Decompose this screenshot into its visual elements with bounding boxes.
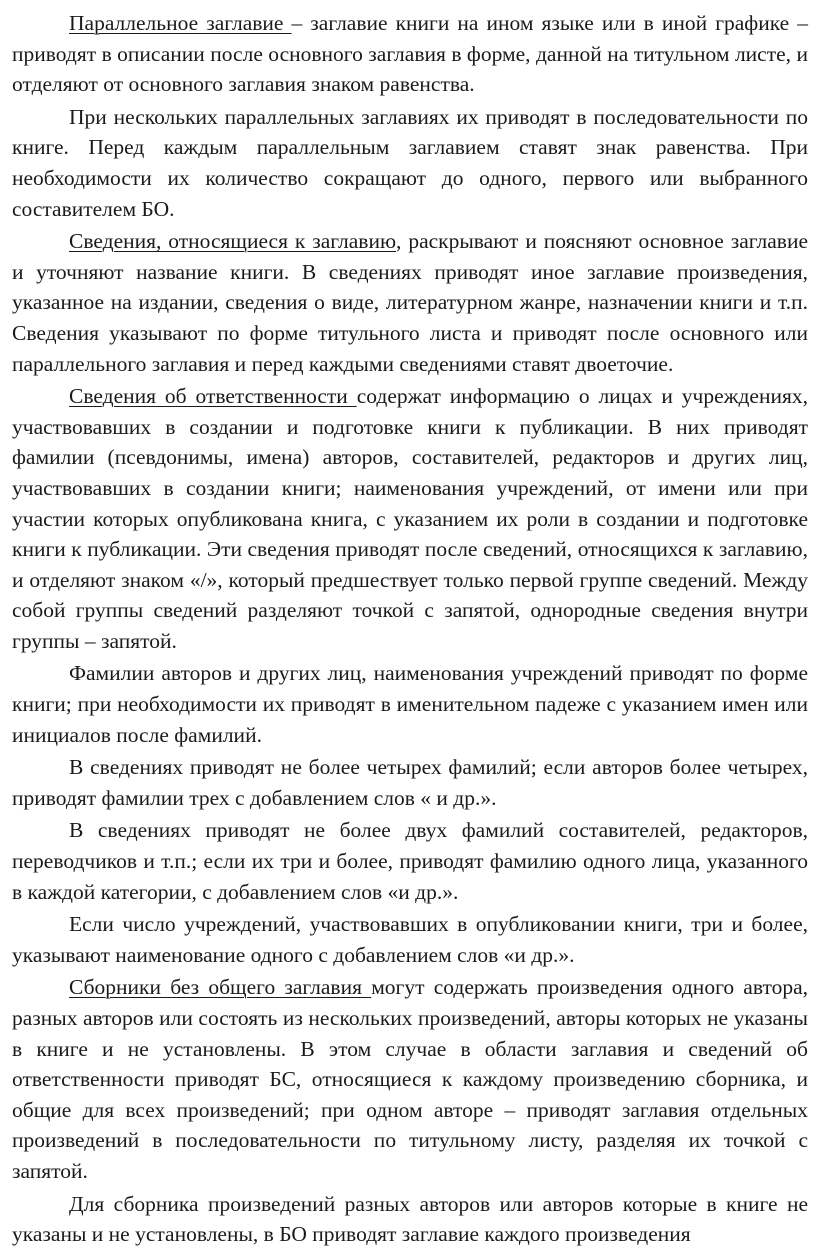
paragraph-text: , раскрывают и поясняют основное заглавие и уточняют название книги. В сведениях приводят иное заглавие произведения, указанное на издании, сведения о виде, литературном жанре, назначении книги и т.п. Сведения указывают по форме титульного листа и приводят после основного или параллельного заглавия и перед каждыми сведениями ставят двоеточие. bbox=[12, 229, 808, 376]
paragraph-collection-authors bbox=[12, 1189, 808, 1250]
paragraph-multiple-parallel-titles bbox=[12, 102, 808, 224]
paragraph-four-authors bbox=[12, 752, 808, 813]
paragraph-text: – заглавие книги на ином языке или в иной графике – приводят в описании после основного заглавия в форме, данной на титульном листе, и отделяют от основного заглавия знаком равенства. bbox=[12, 11, 808, 97]
paragraph-author-names bbox=[12, 658, 808, 750]
paragraph-collections bbox=[12, 972, 808, 1186]
paragraph-title-info bbox=[12, 226, 808, 379]
term-collections: Сборники без общего заглавия bbox=[69, 975, 372, 1000]
paragraph-text: могут содержать произведения одного автора, разных авторов или состоять из нескольких произведений, авторы которых не указаны в книге и не установлены. В этом случае в области заглавия и сведений об ответственности приводят БС, относящиеся к каждому произведению сборника, и общие для всех произведений; при одном авторе – приводят заглавия отдельных произведений в последовательности по титульному листу, разделяя их точкой с запятой. bbox=[12, 975, 808, 1183]
paragraph-institutions bbox=[12, 909, 808, 970]
paragraph-text: При нескольких параллельных заглавиях их приводят в последовательности по книге. Перед каждым параллельным заглавием ставят знак равенства. При необходимости их количество сокращают до одного, первого или выбранного составителем БО. bbox=[12, 104, 808, 221]
paragraph-text: В сведениях приводят не более двух фамилий составителей, редакторов, переводчиков и т.п.; если их три и более, приводят фамилию одного лица, указанного в каждой категории, с добавлением слов «и др.». bbox=[12, 818, 808, 904]
term-responsibility: Сведения об ответственности bbox=[69, 384, 357, 409]
paragraph-parallel-title bbox=[12, 8, 808, 100]
paragraph-two-editors bbox=[12, 815, 808, 907]
paragraph-text: Фамилии авторов и других лиц, наименования учреждений приводят по форме книги; при необходимости их приводят в именительном падеже с указанием имен или инициалов после фамилий. bbox=[12, 661, 808, 747]
paragraph-text: В сведениях приводят не более четырех фамилий; если авторов более четырех, приводят фамилии трех с добавлением слов « и др.». bbox=[12, 755, 808, 810]
paragraph-text: Если число учреждений, участвовавших в опубликовании книги, три и более, указывают наименование одного с добавлением слов «и др.». bbox=[12, 912, 808, 967]
paragraph-text: содержат информацию о лицах и учреждениях, участвовавших в создании и подготовке книги к публикации. В них приводят фамилии (псевдонимы, имена) авторов, составителей, редакторов и других лиц, участвовавших в создании книги; наименования учреждений, от имени или при участии которых опубликована книга, с указанием их роли в создании и подготовке книги к публикации. Эти сведения приводят после сведений, относящихся к заглавию, и отделяют знаком «/», который предшествует только первой группе сведений. Между собой группы сведений разделяют точкой с запятой, однородные сведения внутри группы – запятой. bbox=[12, 384, 808, 653]
term-title-info: Сведения, относящиеся к заглавию bbox=[69, 229, 397, 254]
paragraph-text: Для сборника произведений разных авторов или авторов которые в книге не указаны и не установлены, в БО приводят заглавие каждого произведения bbox=[12, 1191, 808, 1247]
term-parallel-title: Параллельное заглавие bbox=[69, 11, 292, 35]
paragraph-responsibility bbox=[12, 381, 808, 656]
